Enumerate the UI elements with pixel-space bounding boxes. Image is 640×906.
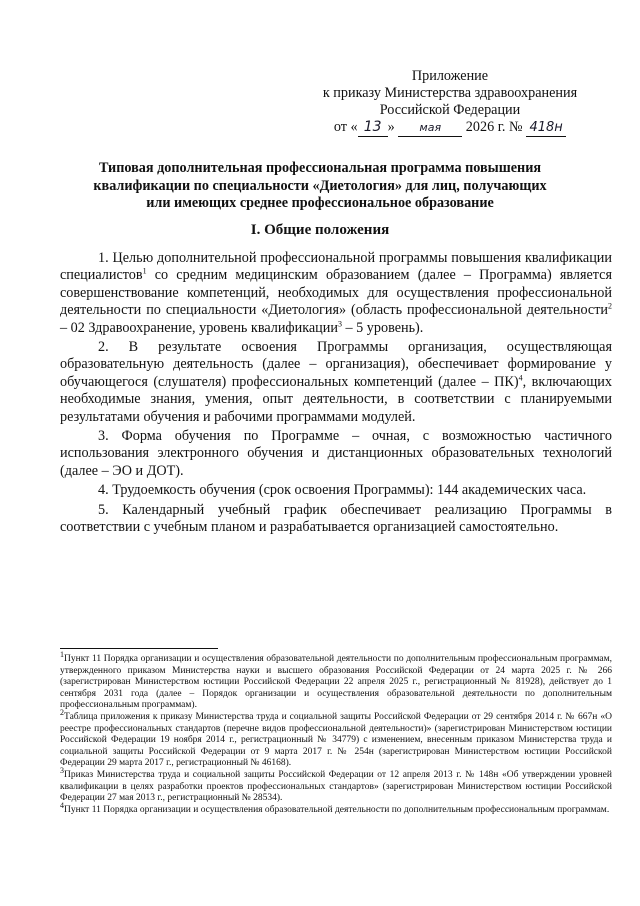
section-heading: I. Общие положения [250,222,390,238]
footnote-1 [60,649,612,712]
footnote-mark: 3 [60,765,64,775]
title-line: или имеющих среднее профессиональное образование [146,195,494,211]
footnote-divider [60,648,218,649]
footnote-ref: 3 [337,318,342,328]
date-year: 2026 г. № [465,119,523,135]
footnote-mark: 2 [60,707,64,717]
paragraph-text: – 5 уровень). [341,319,424,336]
footnote-text: Пункт 11 Порядка организации и осуществления образовательной деятельности по дополнительным профессиональным программам. [64,804,610,815]
title-line: Типовая дополнительная профессиональная программа повышения [98,160,542,176]
paragraph-1 [60,250,612,337]
approval-country: Российской Федерации [379,102,521,118]
approval-order-ref: к приказу Министерства здравоохранения [322,85,578,101]
paragraph-text: 1. Целью дополнительной профессиональной программы повышения квалификации специалистов [60,250,612,284]
title-line: квалификации по специальности «Диетология» для лиц, получающих [93,177,547,194]
paragraph-text: – 02 Здравоохранение, уровень квалификации [60,319,338,336]
footnotes [60,649,612,816]
footnote-ref: 2 [608,301,612,311]
paragraph-text: , включающих необходимые знания, умения, опыт деятельности, в соответствии с планируемыми результатами обучения и рабочими программами модулей. [60,373,612,425]
paragraph-3: 3. Форма обучения по Программе – очная, с возможностью частичного использования электронного обучения и дистанционных образовательных технологий (далее – ЭО и ДОТ). [60,428,612,479]
handwritten-month: мая [398,119,462,137]
handwritten-order-number: 418н [526,119,566,137]
footnote-4 [60,800,612,817]
paragraph-text: 2. В результате освоения Программы организация, осуществляющая образовательную деятельность (далее – организация), обеспечивает формирование у обучающегося (слушателя) профессиональных компетенций (далее – ПК) [60,339,612,390]
footnote-text: Таблица приложения к приказу Министерства труда и социальной защиты Российской Федерации от 29 сентября 2014 г. № 667н «О реестре профессиональных стандартов (перечне видов профессиональной деятельности)» (зарегистрирован Министерством юстиции Российской Федерации 19 ноября 2014 г., регистрационный № 34779) с изменением, внесенным приказом Министерства труда и социальной защиты Российской Федерации от 9 марта 2017 г. № 254н (зарегистрирован Министерством юстиции Российской Федерации 29 марта 2017 г., регистрационный № 46168). [60,711,612,769]
date-mid: » [387,119,395,135]
footnote-mark: 4 [60,800,64,810]
paragraph-4: 4. Трудоемкость обучения (срок освоения Программы): 144 академических часа. [98,482,587,499]
footnote-ref: 1 [142,266,147,276]
approval-block [300,68,600,137]
approval-date-line [300,119,600,137]
document-body [60,250,612,539]
footnote-2 [60,707,612,770]
date-prefix: от « [333,119,358,135]
handwritten-day: 13 [358,119,388,137]
footnote-text: Пункт 11 Порядка организации и осуществления образовательной деятельности по дополнительным профессиональным программам, утвержденного приказом Министерства науки и высшего образования Российской Федерации от 24 марта 2025 г. № 266 (зарегистрирован Министерством юстиции Российской Федерации 22 апреля 2025 г., регистрационный № 81928), действует до 1 сентября 2031 года (далее – Порядок организации и осуществления образовательной деятельности по дополнительным профессиональным программам). [60,654,612,711]
paragraph-text: со средним медицинским образованием (далее – Программа) является совершенствование компетенций, необходимых для осуществления профессиональной деятельности по специальности «Диетология» (область профессиональной деятельности [60,267,612,319]
footnote-ref: 4 [518,373,523,383]
paragraph-2 [60,339,612,426]
paragraph-5: 5. Календарный учебный график обеспечивает реализацию Программы в соответствии с учебным планом и разрабатывается организацией самостоятельно. [60,501,612,536]
approval-title: Приложение [411,68,489,84]
footnote-3 [60,765,612,805]
footnote-mark: 1 [60,649,64,659]
footnote-text: Приказ Министерства труда и социальной защиты Российской Федерации от 12 апреля 2013 г. № 148н «Об утверждении уровней квалификации в целях разработки проектов профессиональных стандартов» (зарегистрирован Министерством юстиции Российской Федерации 27 мая 2013 г., регистрационный № 28534). [60,769,612,804]
document-title [60,160,580,213]
